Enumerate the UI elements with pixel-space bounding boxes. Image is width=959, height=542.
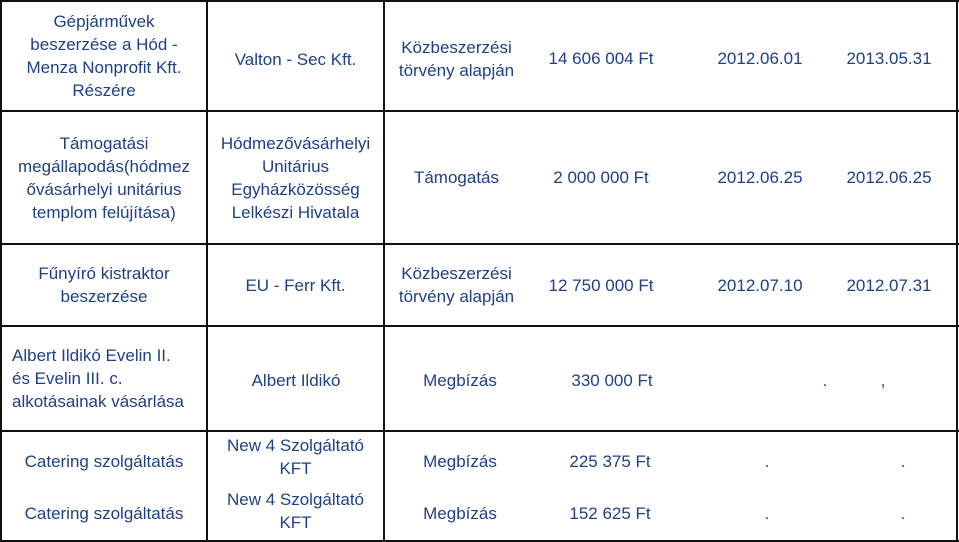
table-cell-amount: 152 625 Ft	[569, 504, 651, 523]
cell-line: beszerzése	[60, 287, 148, 306]
table-cell-name	[2, 112, 206, 243]
cell-line: Közbeszerzési	[401, 264, 512, 283]
table-cell-end-date: 2013.05.31	[846, 49, 932, 68]
cell-line: KFT	[279, 459, 312, 478]
cell-line: Albert Ildikó Evelin II.	[12, 346, 171, 365]
table-cell-type: Megbízás	[423, 504, 497, 523]
table-cell-end-date: 2012.07.31	[846, 276, 932, 295]
cell-line: Gépjárművek	[53, 12, 155, 31]
table-cell-type: Támogatás	[413, 168, 500, 187]
table-cell-end-date: 2012.06.25	[846, 168, 932, 187]
table-cell-partner	[208, 112, 383, 243]
table-cell-name: Catering szolgáltatás	[24, 504, 184, 523]
table-cell-type	[385, 245, 528, 325]
cell-line: New 4 Szolgáltató	[226, 436, 365, 455]
table-cell-partner: Albert Ildikó	[251, 371, 341, 390]
table-cell-start-date: .	[764, 504, 770, 523]
table-cell-end-date: .	[900, 504, 906, 523]
table-cell-amount: 14 606 004 Ft	[548, 49, 654, 68]
table-cell-amount: 2 000 000 Ft	[553, 168, 649, 187]
table-cell-end-date: ,	[880, 371, 886, 390]
cell-line: EU - Ferr Kft.	[245, 275, 346, 295]
cell-line: és Evelin III. c.	[12, 369, 123, 388]
row-border	[0, 430, 959, 432]
cell-line: New 4 Szolgáltató	[226, 490, 365, 509]
cell-line: templom felújítása)	[32, 202, 176, 222]
cell-line: Közbeszerzési	[401, 38, 512, 57]
table-cell-type	[385, 24, 528, 94]
cell-line: Valton - Sec Kft.	[234, 49, 357, 69]
cell-line: megállapodás(hódmez	[18, 156, 190, 176]
cell-line: beszerzése a Hód -	[30, 35, 178, 54]
cell-line: Támogatási	[59, 133, 149, 153]
table-cell-start-date: .	[822, 371, 828, 390]
cell-line: ővásárhelyi unitárius	[26, 179, 182, 199]
table-cell-end-date: .	[900, 452, 906, 471]
cell-line: Unitárius	[261, 156, 330, 176]
cell-line: Menza Nonprofit Kft.	[26, 58, 182, 77]
cell-line: alkotásainak vásárlása	[12, 392, 184, 411]
table-cell-amount: 330 000 Ft	[571, 371, 653, 390]
cell-line: Lelkészi Hivatala	[231, 202, 360, 222]
table-cell-start-date: .	[764, 452, 770, 471]
cell-line: Fűnyíró kistraktor	[38, 264, 170, 283]
table-cell-partner	[208, 245, 383, 325]
table-cell-name	[2, 2, 206, 110]
cell-line: törvény alapján	[398, 287, 515, 306]
table-cell-type: Megbízás	[423, 371, 497, 390]
table-cell-type: Megbízás	[423, 452, 497, 471]
table-cell-start-date: 2012.06.25	[717, 168, 803, 187]
cell-line: törvény alapján	[398, 61, 515, 80]
table-cell-amount: 225 375 Ft	[569, 452, 651, 471]
table-cell-amount: 12 750 000 Ft	[548, 276, 654, 295]
table-cell-name	[12, 327, 206, 430]
cell-line: Részére	[72, 81, 136, 100]
table-cell-name: Catering szolgáltatás	[24, 452, 184, 471]
cell-line: KFT	[279, 513, 312, 532]
cell-line: Egyházközösség	[231, 179, 360, 199]
table-cell-start-date: 2012.06.01	[717, 49, 803, 68]
table-cell-partner	[208, 24, 383, 94]
table-cell-partner	[208, 432, 383, 482]
table-cell-name	[2, 245, 206, 325]
column-border	[956, 0, 958, 542]
cell-line: Hódmezővásárhelyi	[220, 133, 371, 153]
table-cell-start-date: 2012.07.10	[717, 276, 803, 295]
table-cell-partner	[208, 486, 383, 536]
